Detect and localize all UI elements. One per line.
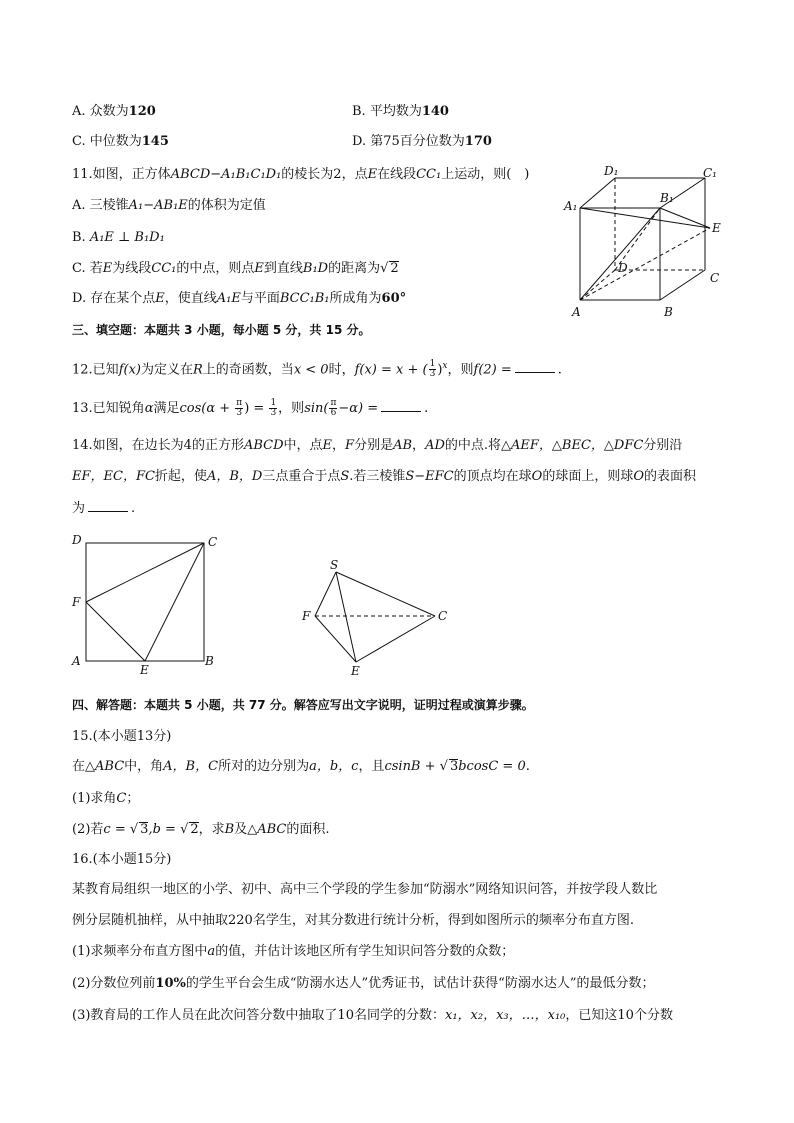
cube-label-b1: B₁ [660,191,674,205]
square-label-f: F [72,595,81,609]
tetra-label-e: E [351,664,360,678]
q11-option-c: C. 若E为线段CC₁的中点，则点E到直线B₁D的距离为√ 2 [72,261,399,276]
cube-label-d: D [618,261,628,275]
q14-line-1: 14.如图，在边长为4的正方形ABCD中，点E，F分别是AB，AD的中点.将△AEF，△BEC，△DFC分别沿 [72,438,683,453]
q11-option-a: A. 三棱锥A₁−AB₁E的体积为定值 [72,198,266,213]
tetrahedron-figure [298,555,458,680]
square-label-c: C [208,535,218,549]
tetra-label-f: F [302,609,311,623]
q15-part-2: (2)若c = √ 3,b = √ 2，求B及△ABC的面积. [72,822,330,837]
q16-part-3: (3)教育局的工作人员在此次问答分数中抽取了10名同学的分数：x₁，x₂，x₃，…，x₁₀，已知这10个分数 [72,1008,673,1023]
q14-line-3: 为 . [72,501,136,516]
cube-label-e: E [712,221,721,235]
q10-option-c: C. 中位数为145 [72,134,169,149]
square-label-d: D [72,533,82,547]
q16-part-2: (2)分数位列前10%的学生平台会生成“防溺水达人”优秀证书，试估计获得“防溺水达人”的最低分数； [72,976,655,991]
cube-figure [560,160,730,325]
tetra-label-c: C [438,609,448,623]
section-3-heading: 三、填空题：本题共 3 小题，每小题 5 分，共 15 分。 [72,323,371,337]
q10-option-b: B. 平均数为140 [352,104,449,119]
q12-answer-blank[interactable] [515,360,555,373]
q16-title: 16.(本小题15分) [72,852,172,867]
q10-option-d: D. 第75百分位数为170 [352,134,492,149]
q16-line-1: 某教育局组织一地区的小学、初中、高中三个学段的学生参加“防溺水”网络知识问答，并按学段人数比 [72,882,658,897]
square-label-b: B [205,654,214,668]
q13: 13.已知锐角α满足cos(α + $\frac{\pi}{3}$ ) = $\frac{1}{3}$ ，则sin( $\frac{\pi}{6}$ −α) = . [72,398,429,418]
q15-part-1: (1)求角C； [72,791,140,806]
q12: 12.已知f(x)为定义在R上的奇函数，当x < 0时，f(x) = x + ( $\frac{1}{3}$ )$^x$，则f(2) = . [72,359,562,380]
cube-label-d1: D₁ [604,164,619,178]
q16-part-1: (1)求频率分布直方图中a的值，并估计该地区所有学生知识问答分数的众数； [72,944,515,959]
square-label-e: E [140,663,149,677]
cube-label-c: C [710,271,720,285]
q14-answer-blank[interactable] [88,499,128,512]
q11-option-d: D. 存在某个点E，使直线A₁E与平面BCC₁B₁所成角为60° [72,291,407,306]
q13-answer-blank[interactable] [381,399,421,412]
q15-title: 15.(本小题13分) [72,729,172,744]
q15-stem: 在△ABC中，角A，B，C所对的边分别为a，b，c，且csinB + √ 3bcosC = 0. [72,759,530,774]
cube-label-b: B [664,305,673,319]
section-4-heading: 四、解答题：本题共 5 小题，共 77 分。解答应写出文字说明，证明过程或演算步骤。 [72,698,534,712]
q16-line-2: 例分层随机抽样，从中抽取220名学生，对其分数进行统计分析，得到如图所示的频率分布直方图. [72,913,634,928]
q11-option-b: B. A₁E ⊥ B₁D₁ [72,230,165,245]
square-label-a: A [72,654,81,668]
cube-label-a: A [572,305,581,319]
q11-stem: 11.如图，正方体ABCD−A₁B₁C₁D₁的棱长为2，点E在线段CC₁上运动，则( ) [72,167,530,182]
tetra-label-s: S [330,558,339,572]
q14-line-2: EF，EC，FC折起，使A，B，D三点重合于点S.若三棱锥S−EFC的顶点均在球O的球面上，则球O的表面积 [72,469,697,484]
square-figure [68,532,228,677]
cube-label-a1: A₁ [564,199,578,213]
cube-label-c1: C₁ [703,166,717,180]
q10-option-a: A. 众数为120 [72,104,156,119]
